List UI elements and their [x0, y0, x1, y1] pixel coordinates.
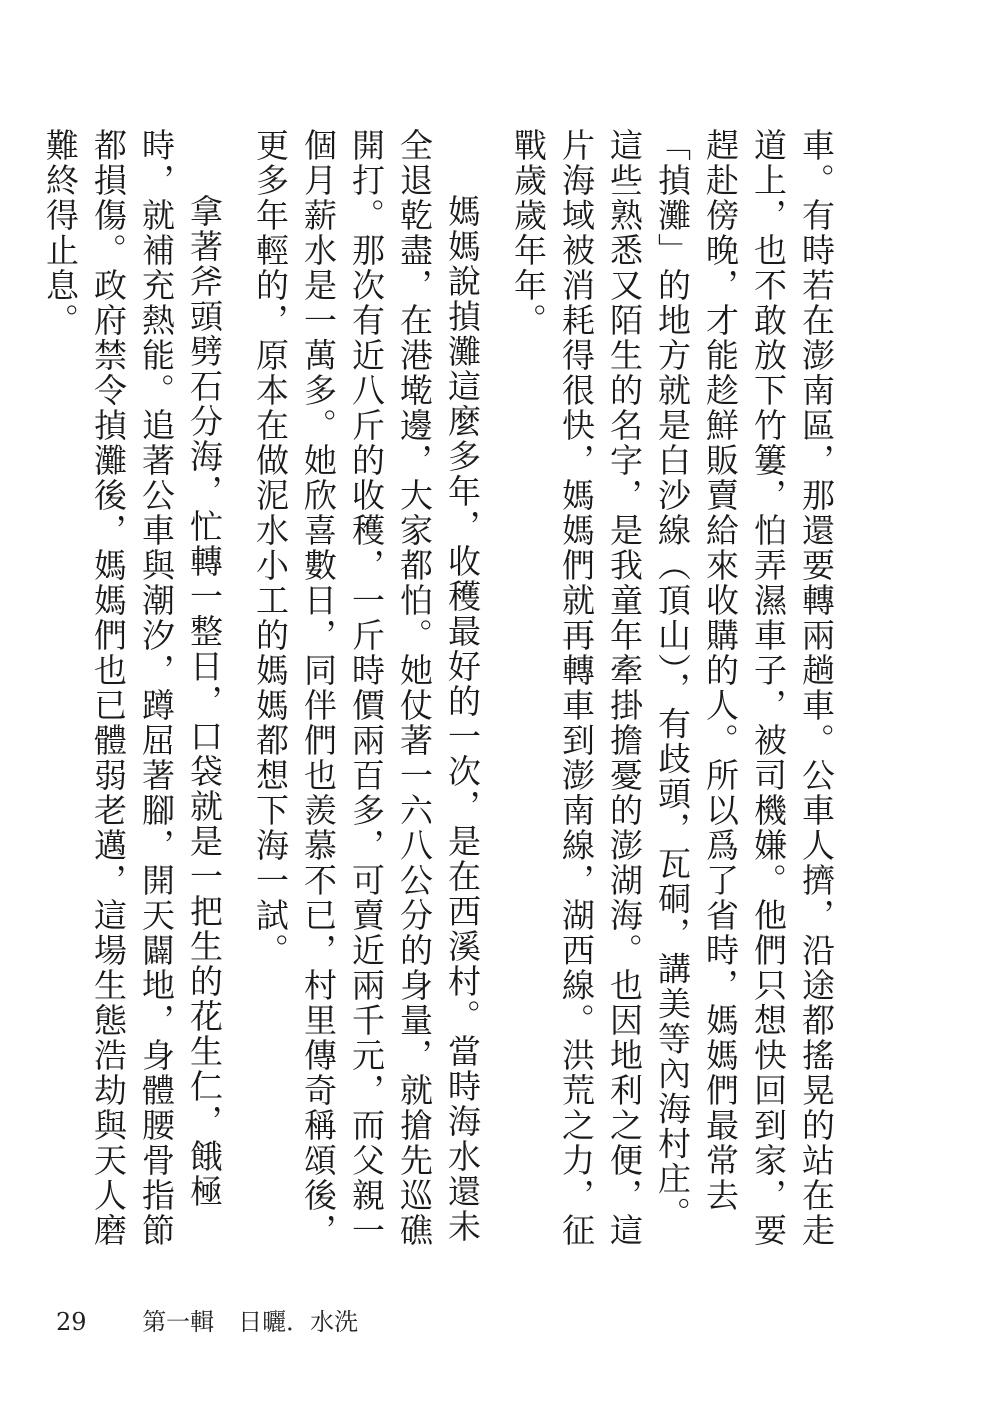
- paragraph-3: 拿著斧頭劈石分海，忙轉一整日，口袋就是一把生的花生仁，餓極時，就補充熱能。追著公車與潮汐，蹲屈著腳，開天闢地，身體腰骨指節都損傷。政府禁令揁灘後，媽媽們也已體弱老邁，這場生態浩劫與天人磨難終得止息。: [41, 128, 224, 1248]
- paragraph-1: 車。有時若在澎南區，那還要轉兩趟車。公車人擠，沿途都搖晃的站在走道上，也不敢放下竹簍，怕弄濕車子，被司機嫌。他們只想快回到家，要趕赴傍晚，才能趁鮮販賣給來收購的人。所以爲了省時，媽媽們最常去「揁灘」的地方就是白沙線（頂山），有歧頭，瓦硐，講美等內海村庄。這些熟悉又陌生的名字，是我童年牽掛擔憂的澎湖海。也因地利之便，這片海域被消耗得很快，媽媽們就再轉車到澎南線，湖西線。洪荒之力，征戰歲歲年年。: [509, 128, 836, 1248]
- page-number: 29: [56, 1308, 87, 1336]
- paragraph-2: 媽媽說揁灘這麼多年，收穫最好的一次，是在西溪村。當時海水還未全退乾盡，在港墘邊，大家都怕。她仗著一六八公分的身量，就搶先巡礁開打。那次有近八斤的收穫，一斤時價兩百多，可賣近兩千元，而父親一個月薪水是一萬多。她欣喜數日，同伴們也羨慕不已，村里傳奇稱頌後，更多年輕的，原本在做泥水小工的媽媽都想下海一試。: [251, 128, 482, 1248]
- vertical-text-body: [41, 128, 840, 1250]
- page-footer: [56, 1302, 358, 1337]
- section-title: 第一輯 日曬．水洗: [142, 1308, 359, 1336]
